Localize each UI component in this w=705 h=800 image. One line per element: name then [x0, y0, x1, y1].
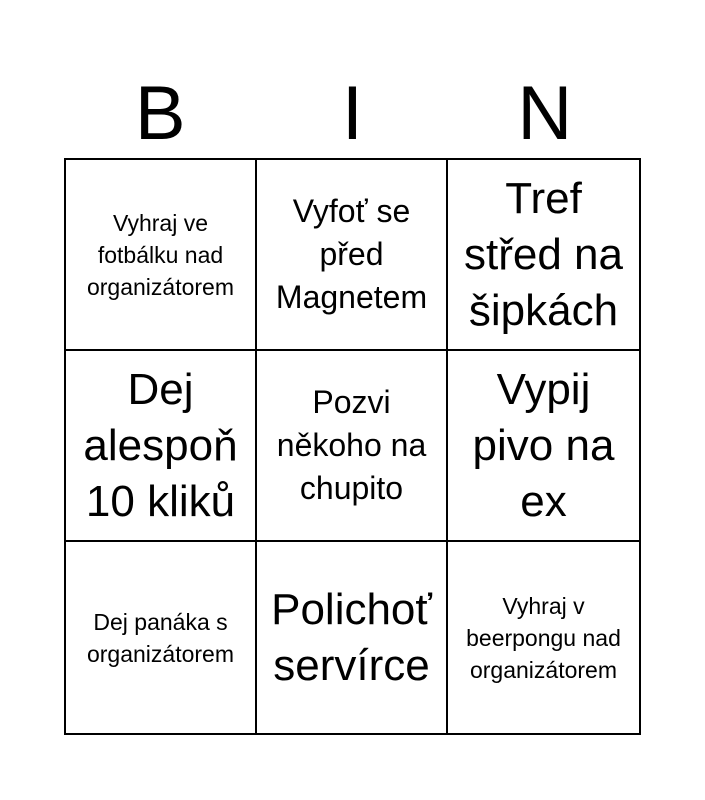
bingo-cell-text: Vyhraj v beerpongu nad organizátorem: [466, 592, 621, 683]
bingo-cell-6[interactable]: [448, 351, 639, 542]
bingo-cell-text: Vyhraj ve fotbálku nad organizátorem: [86, 209, 235, 300]
bingo-cell-1[interactable]: [66, 160, 257, 351]
bingo-cell-text: Dej alespoň 10 kliků: [83, 364, 238, 526]
header-letter-n: N: [517, 71, 573, 156]
bingo-cell-text: Polichoť servírce: [271, 584, 432, 690]
bingo-cell-text: Pozvi někoho na chupito: [276, 384, 427, 506]
bingo-cell-2[interactable]: [257, 160, 448, 351]
bingo-header: [64, 70, 641, 158]
bingo-cell-text: Tref střed na šipkách: [464, 173, 623, 335]
bingo-grid: [64, 158, 641, 735]
bingo-cell-7[interactable]: [66, 542, 257, 733]
bingo-cell-text: Vyfoť se před Magnetem: [275, 193, 428, 315]
bingo-cell-text: Dej panáka s organizátorem: [86, 608, 235, 667]
bingo-cell-4[interactable]: [66, 351, 257, 542]
bingo-cell-text: Vypij pivo na ex: [472, 364, 615, 526]
bingo-cell-8[interactable]: [257, 542, 448, 733]
header-letter-b: B: [134, 71, 186, 156]
bingo-cell-9[interactable]: [448, 542, 639, 733]
bingo-cell-5[interactable]: [257, 351, 448, 542]
header-letter-i: I: [341, 71, 364, 156]
bingo-cell-3[interactable]: [448, 160, 639, 351]
